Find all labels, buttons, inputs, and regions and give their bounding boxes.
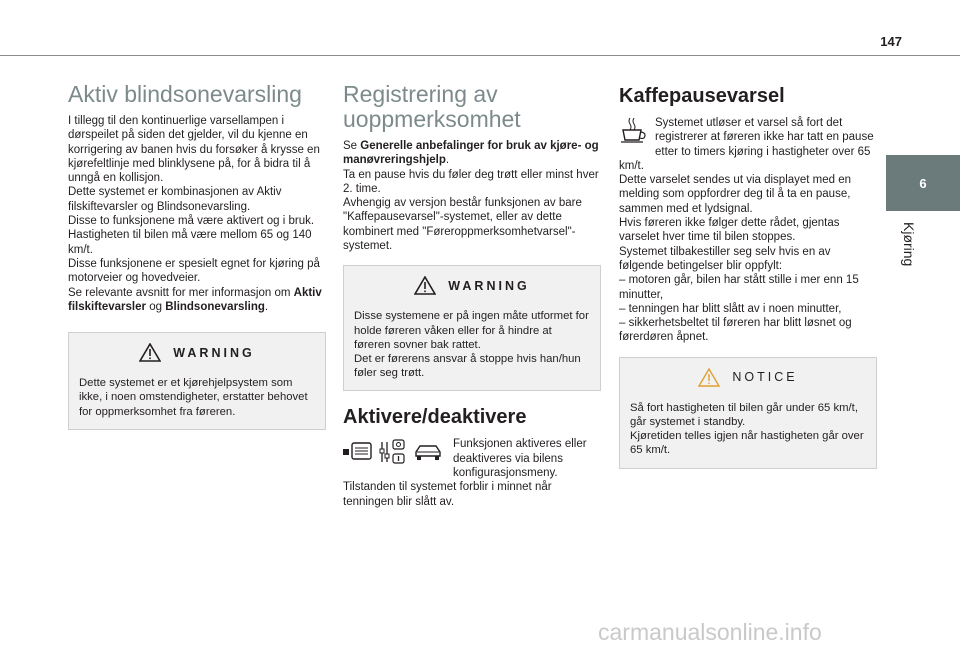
bold-text: Blindsonevarsling: [165, 300, 265, 313]
warning-title: WARNING: [173, 345, 255, 360]
paragraph: Ta en pause hvis du føler deg trøtt eller minst hver 2. time.: [343, 168, 599, 195]
subsection-title: Aktivere/deaktivere: [343, 406, 527, 429]
notice-triangle-icon: [698, 368, 720, 387]
notice-box: [619, 357, 877, 469]
text: .: [264, 300, 269, 313]
paragraph: Systemet tilbakestiller seg selv hvis en av følgende betingelser blir oppfylt:: [619, 245, 831, 272]
paragraph: Hvis føreren ikke følger dette rådet, gjentas varselet hver time til bilen stoppes.: [619, 217, 840, 244]
notice-text: Kjøretiden telles igjen når hastigheten går over 65 km/t.: [630, 430, 864, 457]
chapter-title: Kjøring: [901, 222, 917, 267]
bold-text: Aktiv filskiftevarsler: [68, 286, 322, 313]
notice-header: [630, 368, 866, 387]
section-title: Kaffepausevarsel: [619, 85, 785, 107]
paragraph: Disse to funksjonene må være aktivert og i bruk.: [68, 215, 315, 228]
warning-text: Disse systemene er på ingen måte utformet for holde føreren våken eller for å hindre at føreren sovner bak rattet.: [354, 310, 589, 351]
header-rule: [0, 55, 960, 56]
settings-icon: [379, 439, 407, 465]
paragraph: Funksjonen aktiveres eller deaktiveres via bilens konfigurasjonsmeny.: [453, 438, 587, 479]
list-item: – motoren går, bilen har stått stille i mer enn 15 minutter,: [619, 274, 859, 301]
section-title: Aktiv blindsonevarsling: [68, 81, 302, 107]
text: Se relevante avsnitt for mer informasjon om: [68, 286, 291, 299]
bold-text: Generelle anbefalinger for bruk av kjøre- og manøvreringshjelp: [343, 140, 599, 167]
paragraph: [343, 139, 601, 168]
warning-title: WARNING: [448, 278, 530, 293]
menu-icons: [343, 437, 443, 465]
watermark: carmanualsonline.info: [598, 619, 822, 645]
warning-header: [354, 276, 590, 295]
warning-text: Dette systemet er et kjørehjelpsystem som ikke, i noen omstendigheter, erstatter behovet for oppmerksomhet fra føreren.: [79, 377, 308, 418]
text: Se: [343, 140, 361, 152]
page-number: 147: [880, 34, 902, 49]
warning-header: [79, 343, 315, 362]
paragraph: Disse funksjonene er spesielt egnet for kjøring på motorveier og hovedveier.: [68, 257, 320, 285]
warning-box: [68, 332, 326, 430]
warning-triangle-icon: [414, 276, 436, 295]
paragraph: [68, 286, 326, 315]
notice-title: NOTICE: [732, 370, 798, 385]
coffee-intro: [619, 116, 877, 173]
activation-row: [343, 437, 601, 480]
warning-box: [343, 265, 601, 391]
list-item: – tenningen har blitt slått av i noen minutter,: [619, 302, 842, 315]
warning-triangle-icon: [139, 343, 161, 362]
screen-icon: [343, 441, 373, 463]
chapter-tab: [886, 155, 960, 211]
text: .: [445, 154, 450, 167]
paragraph: Avhengig av versjon består funksjonen av bare "Kaffepausevarsel"-systemet, eller av dette kombinert med "Føreroppmerksomhetvarsel"-systemet.: [343, 197, 582, 253]
list-item: – sikkerhetsbeltet til føreren har blitt løsnet og førerdøren åpnet.: [619, 317, 852, 344]
section-title: Registrering av uoppmerksomhet: [343, 81, 521, 132]
paragraph: Tilstanden til systemet forblir i minnet når tenningen blir slått av.: [343, 481, 552, 508]
paragraph: Dette systemet er kombinasjonen av Aktiv filskiftevarsler og Blindsonevarsling.: [68, 186, 282, 213]
paragraph: Systemet utløser et varsel så fort det registrerer at føreren ikke har tatt en pause etter to timers kjøring i hastigheter over 65 km/t.: [619, 117, 874, 172]
warning-text: Det er førerens ansvar å stoppe hvis han/hun føler seg trøtt.: [354, 352, 581, 380]
paragraph: I tillegg til den kontinuerlige varsellampen i dørspeilet på siden det gjelder, vil du kjenne en korrigering av banen hvis du forsøker å krysse en kjørefeltlinje med blinklysene på, for å bidra til å unngå en kollisjon.: [68, 115, 320, 185]
car-icon: [413, 442, 443, 462]
notice-text: Så fort hastigheten til bilen går under 65 km/t, går systemet i standby.: [630, 401, 858, 428]
section-blind-spot: [68, 82, 326, 430]
paragraph: Hastigheten til bilen må være mellom 65 og 140 km/t.: [68, 229, 312, 256]
paragraph: Dette varselet sendes ut via displayet med en melding som oppfordrer deg til å ta en pause, sammen med et lydsignal.: [619, 174, 852, 215]
section-inattention: [343, 82, 601, 509]
coffee-cup-icon: [619, 116, 649, 144]
text: og: [146, 300, 166, 313]
chapter-number: 6: [919, 175, 927, 191]
section-coffee-break: [619, 82, 877, 469]
